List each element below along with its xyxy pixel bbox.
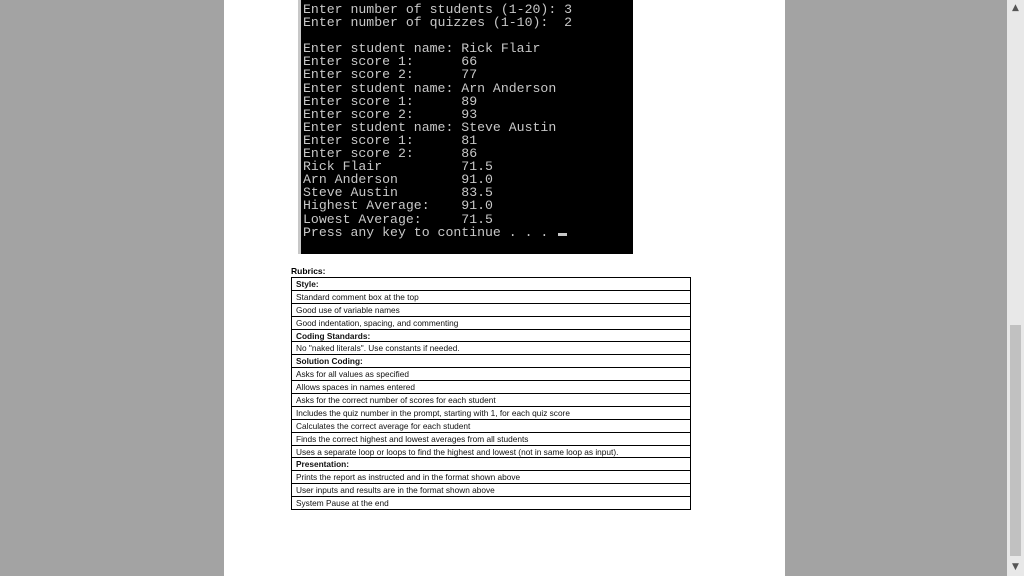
rubric-item: Asks for the correct number of scores for each student (291, 394, 691, 407)
console-line: Enter student name: Steve Austin (303, 119, 557, 135)
rubric-item: Allows spaces in names entered (291, 381, 691, 394)
vertical-scrollbar[interactable] (1007, 0, 1024, 576)
console-line: Enter score 2: 77 (303, 67, 478, 83)
console-line: Enter student name: Arn Anderson (303, 80, 557, 96)
rubric-item: Uses a separate loop or loops to find the highest and lowest (not in same loop as input). (291, 446, 691, 459)
console-line: Rick Flair 71.5 (303, 159, 493, 175)
console-line: Steve Austin 83.5 (303, 185, 493, 201)
console-cursor (558, 233, 567, 236)
rubric-item: No "naked literals". Use constants if needed. (291, 342, 691, 355)
chevron-up-icon[interactable]: ▲ (1012, 3, 1019, 13)
rubric-section-header: Style: (291, 278, 691, 291)
rubric-item: Standard comment box at the top (291, 291, 691, 304)
rubric-item: Good use of variable names (291, 304, 691, 317)
rubric-item: Finds the correct highest and lowest averages from all students (291, 433, 691, 446)
rubrics-title: Rubrics: (291, 266, 326, 276)
rubric-section-header: Presentation: (291, 458, 691, 471)
console-output (303, 3, 633, 254)
console-screenshot (298, 0, 633, 254)
rubric-section-header: Solution Coding: (291, 355, 691, 368)
console-line: Enter score 1: 89 (303, 93, 478, 109)
scrollbar-thumb[interactable] (1010, 325, 1021, 556)
rubric-section-header: Coding Standards: (291, 330, 691, 343)
console-line: Lowest Average: 71.5 (303, 211, 493, 227)
console-line: Enter score 2: 86 (303, 146, 478, 162)
rubrics-table (291, 277, 691, 510)
console-line: Enter student name: Rick Flair (303, 41, 541, 57)
rubric-item: Prints the report as instructed and in the format shown above (291, 471, 691, 484)
console-line: Highest Average: 91.0 (303, 198, 493, 214)
rubric-item: Includes the quiz number in the prompt, starting with 1, for each quiz score (291, 407, 691, 420)
rubric-item: Asks for all values as specified (291, 368, 691, 381)
console-line: Enter number of students (1-20): 3 (303, 2, 573, 17)
chevron-down-icon[interactable]: ▼ (1012, 562, 1019, 572)
console-line: Enter score 1: 66 (303, 54, 478, 70)
console-line: Press any key to continue . . . (303, 226, 633, 239)
rubric-item: System Pause at the end (291, 497, 691, 510)
rubric-item: Good indentation, spacing, and commenting (291, 317, 691, 330)
console-line: Arn Anderson 91.0 (303, 172, 493, 188)
console-line: Enter number of quizzes (1-10): 2 (303, 15, 573, 31)
rubric-item: Calculates the correct average for each student (291, 420, 691, 433)
console-line: Enter score 2: 93 (303, 106, 478, 122)
console-line: Enter score 1: 81 (303, 132, 478, 148)
rubric-item: User inputs and results are in the format shown above (291, 484, 691, 497)
